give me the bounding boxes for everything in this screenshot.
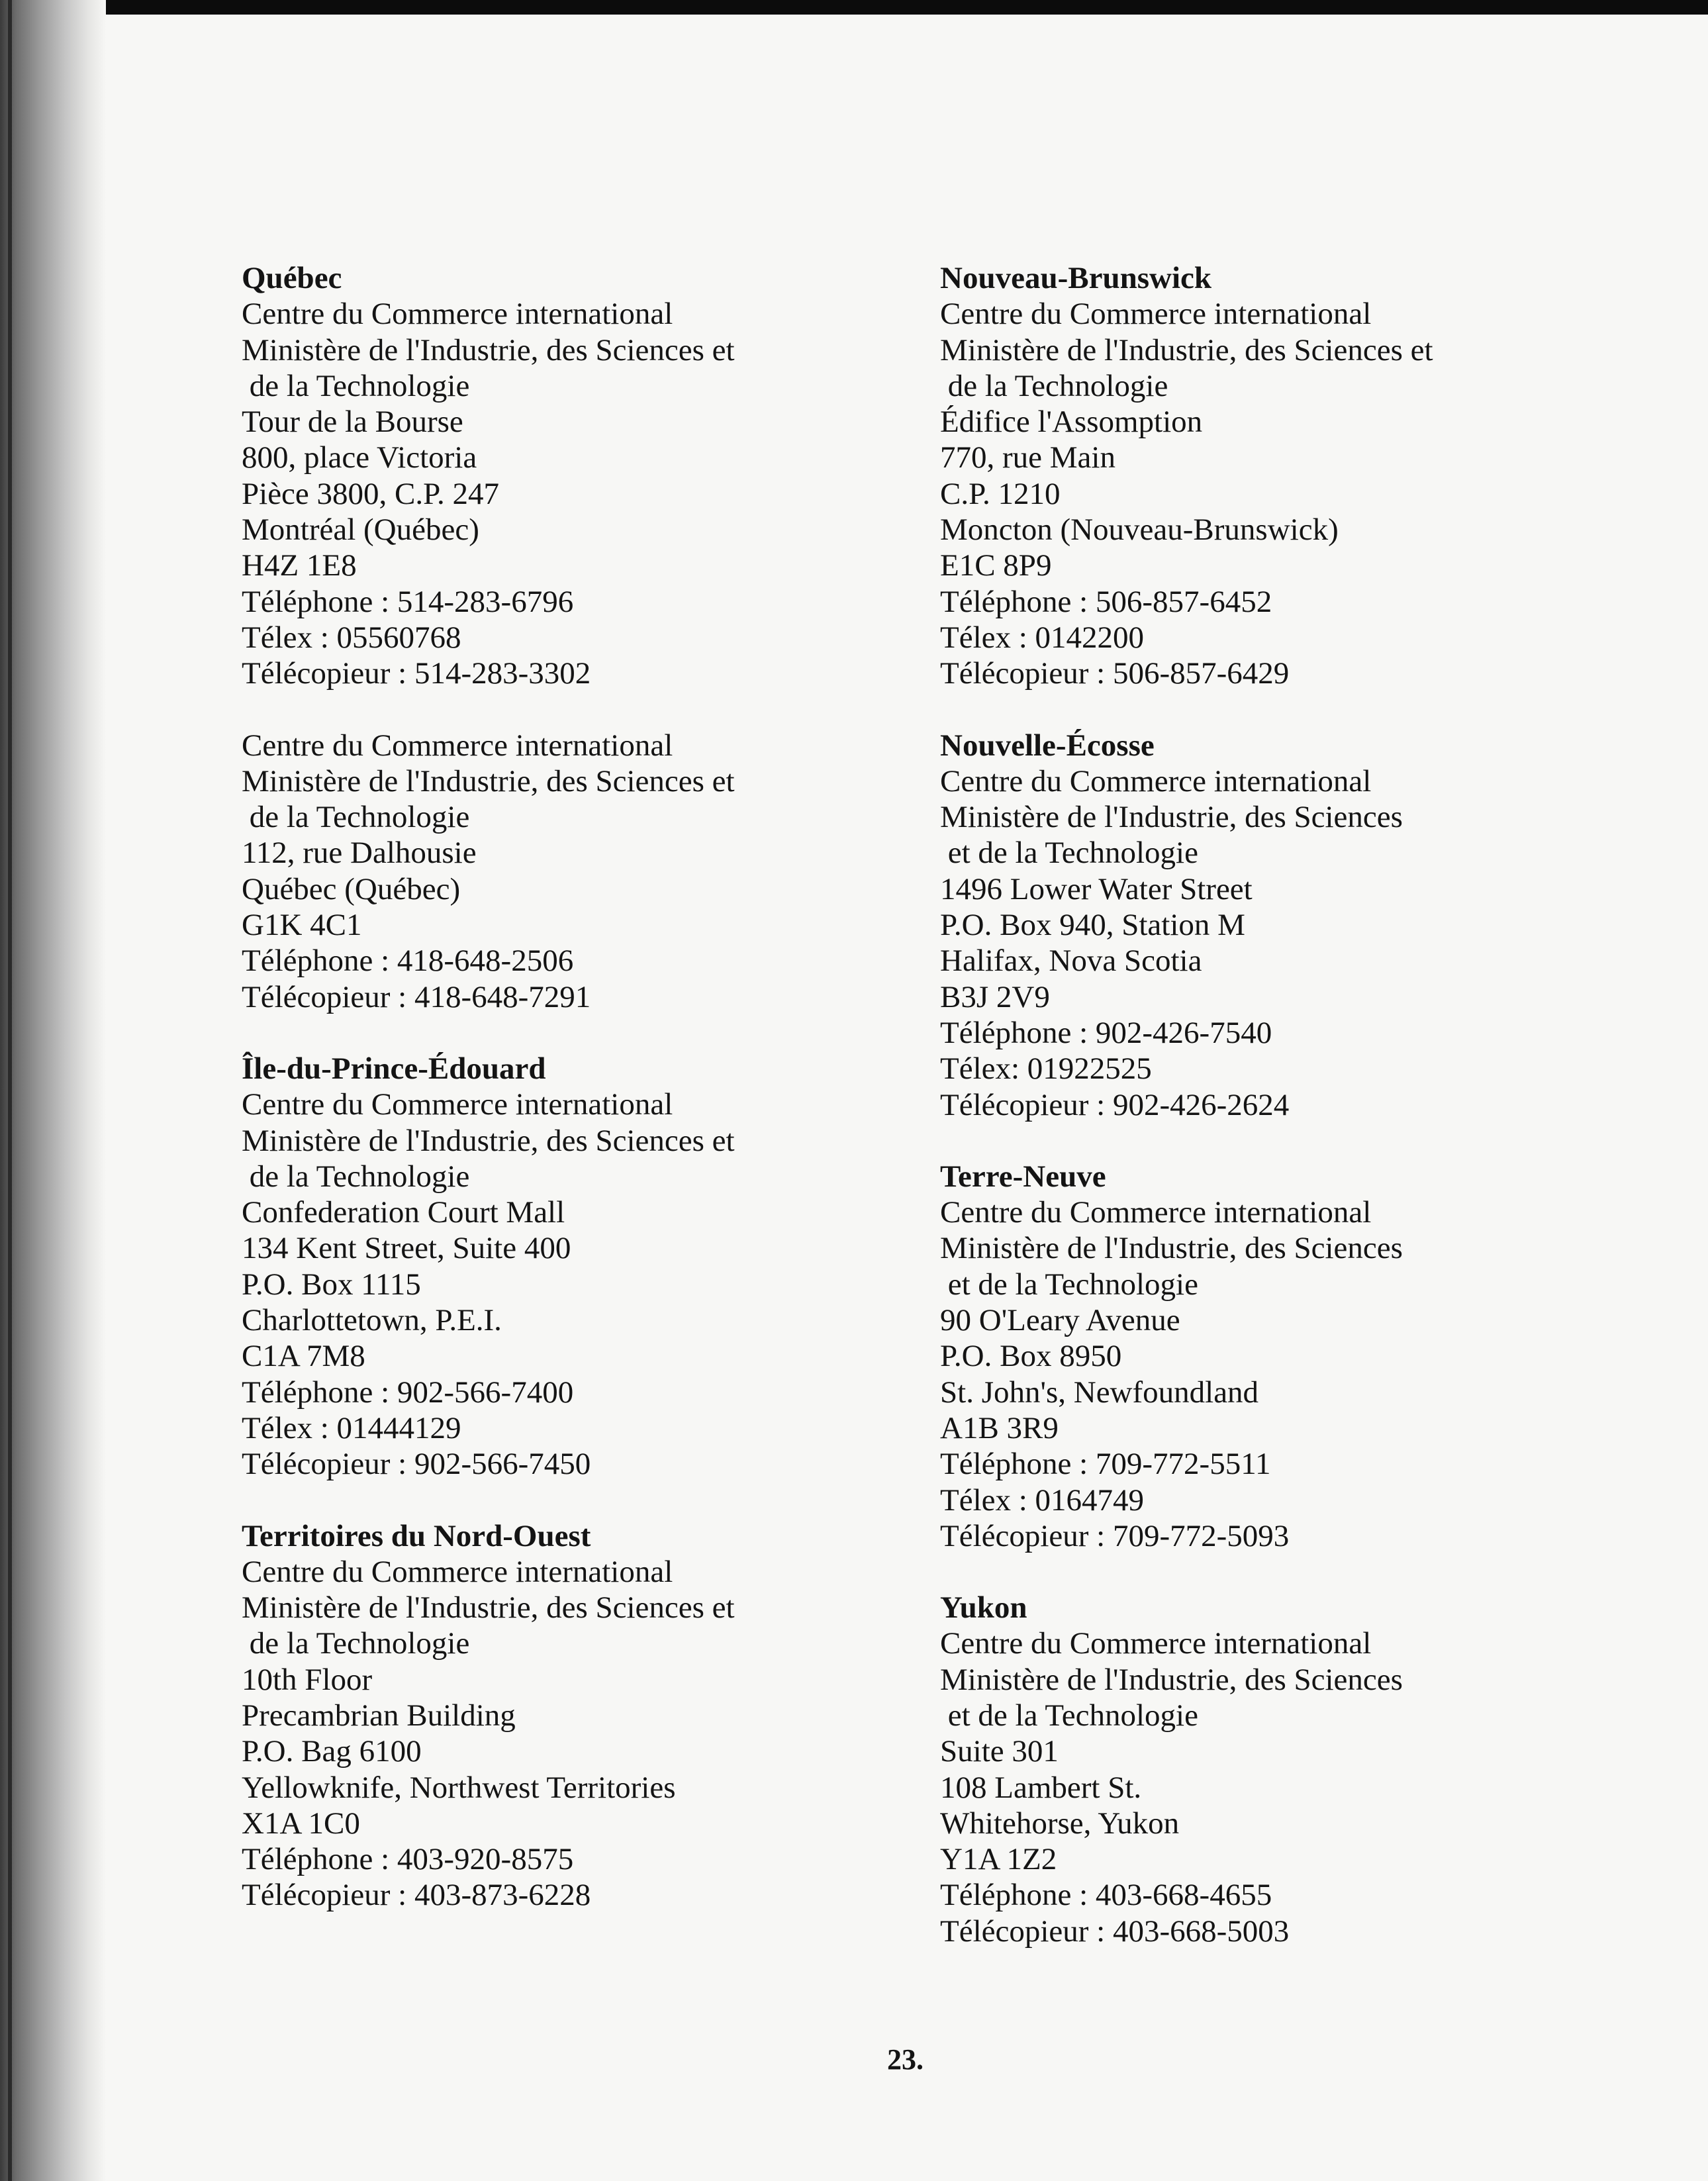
address-line: Whitehorse, Yukon [940,1806,1180,1841]
address-line: Centre du Commerce international [242,728,673,763]
address-line: 134 Kent Street, Suite 400 [242,1231,571,1266]
address-line: 108 Lambert St. [940,1770,1142,1805]
address-line: Suite 301 [940,1734,1059,1769]
right-column [940,260,1602,1949]
left-column [242,260,904,1914]
address-line: C1A 7M8 [242,1339,365,1374]
address-line: Ministère de l'Industrie, des Sciences [940,800,1403,835]
scan-top-border [0,0,1708,15]
address-line: P.O. Box 940, Station M [940,908,1245,943]
address-line: Télex : 01444129 [242,1410,461,1445]
address-line: Centre du Commerce international [940,1195,1372,1230]
address-line: Téléphone : 902-566-7400 [242,1375,574,1410]
address-entry [940,728,1602,1123]
address-line: de la Technologie [242,368,470,403]
address-line: Téléphone : 403-668-4655 [940,1878,1272,1913]
address-line: Télex: 01922525 [940,1051,1152,1087]
address-line: Halifax, Nova Scotia [940,944,1202,979]
address-line: de la Technologie [242,1159,470,1194]
region-heading: Terre-Neuve [940,1159,1106,1194]
address-line: St. John's, Newfoundland [940,1375,1259,1410]
address-line: Confederation Court Mall [242,1195,565,1230]
address-line: de la Technologie [242,1626,470,1661]
address-line: Centre du Commerce international [242,1554,673,1589]
address-line: 10th Floor [242,1662,373,1697]
address-line: C.P. 1210 [940,476,1061,511]
address-line: Charlottetown, P.E.I. [242,1303,502,1338]
address-line: 1496 Lower Water Street [940,871,1253,906]
address-line: Téléphone : 418-648-2506 [242,944,574,979]
address-line: de la Technologie [242,800,470,835]
address-line: Precambrian Building [242,1698,516,1733]
address-line: Ministère de l'Industrie, des Sciences et [242,1590,735,1625]
address-line: Téléphone : 709-772-5511 [940,1447,1271,1482]
address-entry [940,1590,1602,1949]
address-line: Télécopieur : 403-873-6228 [242,1878,591,1913]
region-heading: Nouvelle-Écosse [940,728,1155,763]
address-line: Télécopieur : 709-772-5093 [940,1518,1290,1553]
address-entry [242,728,904,1015]
address-line: P.O. Bag 6100 [242,1734,422,1769]
address-line: Tour de la Bourse [242,405,463,440]
address-line: 90 O'Leary Avenue [940,1303,1180,1338]
address-line: Télex : 0142200 [940,620,1145,655]
scan-binding-edge [0,0,106,2181]
page-number: 23. [887,2043,924,2076]
address-line: Centre du Commerce international [940,297,1372,332]
address-line: Télécopieur : 514-283-3302 [242,656,591,691]
address-line: Ministère de l'Industrie, des Sciences [940,1231,1403,1266]
address-line: Montréal (Québec) [242,512,479,548]
address-line: Ministère de l'Industrie, des Sciences et [242,332,735,367]
address-line: Centre du Commerce international [242,1087,673,1122]
address-line: G1K 4C1 [242,908,362,943]
address-line: Centre du Commerce international [242,297,673,332]
address-line: Téléphone : 506-857-6452 [940,584,1272,619]
region-heading: Île-du-Prince-Édouard [242,1051,546,1086]
address-line: de la Technologie [940,368,1168,403]
address-entry [940,260,1602,692]
address-line: Moncton (Nouveau-Brunswick) [940,512,1339,548]
region-heading: Territoires du Nord-Ouest [242,1518,591,1553]
address-line: et de la Technologie [940,1267,1198,1302]
address-line: Télécopieur : 902-426-2624 [940,1087,1290,1122]
address-line: H4Z 1E8 [242,548,357,583]
address-line: Québec (Québec) [242,871,461,906]
address-line: Édifice l'Assomption [940,405,1203,440]
address-line: Ministère de l'Industrie, des Sciences et [940,332,1433,367]
address-line: P.O. Box 1115 [242,1267,421,1302]
address-line: Télécopieur : 506-857-6429 [940,656,1290,691]
address-line: et de la Technologie [940,836,1198,871]
address-line: et de la Technologie [940,1698,1198,1733]
address-line: E1C 8P9 [940,548,1052,583]
address-line: Centre du Commerce international [940,1626,1372,1661]
address-line: 112, rue Dalhousie [242,836,477,871]
address-line: Télécopieur : 902-566-7450 [242,1447,591,1482]
address-line: A1B 3R9 [940,1410,1059,1445]
address-line: Yellowknife, Northwest Territories [242,1770,676,1805]
address-entry [242,260,904,692]
address-entry [242,1051,904,1482]
address-line: Téléphone : 514-283-6796 [242,584,574,619]
address-line: B3J 2V9 [940,979,1050,1014]
address-line: X1A 1C0 [242,1806,360,1841]
region-heading: Nouveau-Brunswick [940,261,1212,295]
address-entry [242,1518,904,1914]
address-line: Télex : 0164749 [940,1482,1145,1518]
address-line: Téléphone : 403-920-8575 [242,1842,574,1877]
address-line: 800, place Victoria [242,440,477,475]
address-line: P.O. Box 8950 [940,1339,1122,1374]
address-line: Téléphone : 902-426-7540 [940,1015,1272,1050]
address-line: Télécopieur : 418-648-7291 [242,979,591,1014]
address-line: Ministère de l'Industrie, des Sciences [940,1662,1403,1697]
address-line: Ministère de l'Industrie, des Sciences et [242,763,735,799]
address-line: Télex : 05560768 [242,620,461,655]
address-line: Pièce 3800, C.P. 247 [242,476,500,511]
address-line: 770, rue Main [940,440,1115,475]
address-line: Ministère de l'Industrie, des Sciences et [242,1123,735,1158]
region-heading: Yukon [940,1590,1027,1625]
address-line: Y1A 1Z2 [940,1842,1057,1877]
address-line: Télécopieur : 403-668-5003 [940,1914,1290,1949]
scan-binding-line [8,0,12,2181]
address-entry [940,1159,1602,1554]
address-line: Centre du Commerce international [940,763,1372,799]
region-heading: Québec [242,261,342,295]
